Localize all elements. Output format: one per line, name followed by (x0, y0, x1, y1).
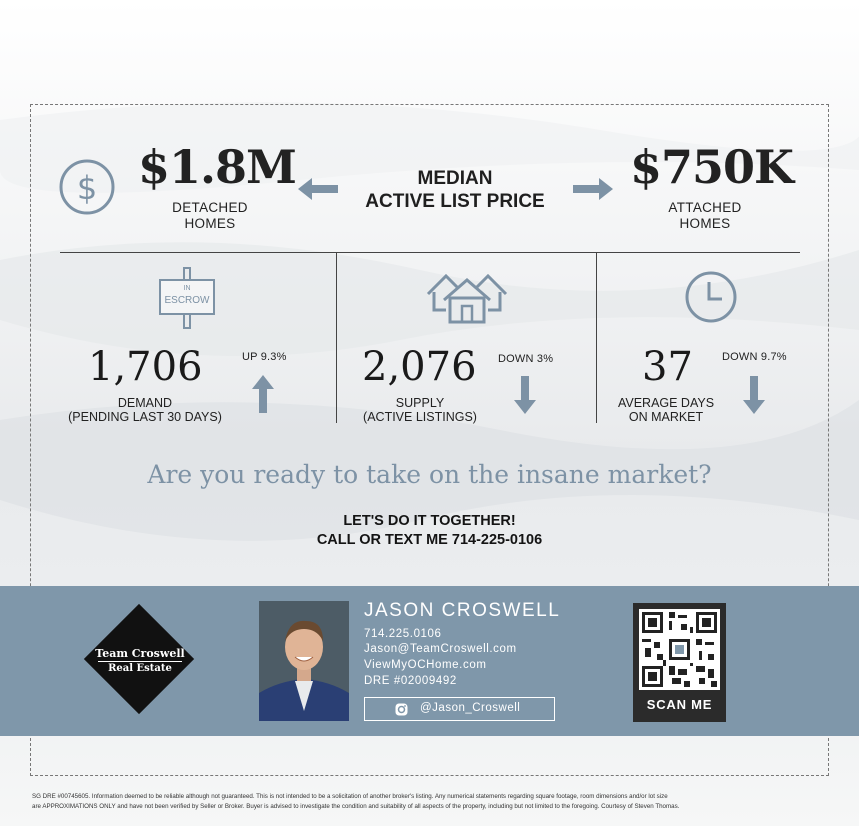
attached-label: ATTACHED HOMES (668, 200, 742, 231)
detached-price: $1.8M (138, 140, 296, 194)
days-label: AVERAGE DAYS ON MARKET (617, 396, 715, 424)
arrow-down-icon (512, 374, 538, 416)
agent-website[interactable]: ViewMyOCHome.com (364, 659, 487, 671)
median-title: MEDIAN ACTIVE LIST PRICE (365, 168, 545, 212)
days-change: DOWN 9.7% (722, 351, 787, 363)
instagram-handle: @Jason_Croswell (420, 702, 521, 714)
cta-line2: CALL OR TEXT ME 714-225-0106 (316, 532, 543, 548)
logo-rule (98, 661, 182, 662)
agent-photo (259, 601, 349, 721)
supply-value: 2,076 (362, 344, 477, 390)
scan-me-label: SCAN ME (646, 697, 713, 712)
cta-line1: LET'S DO IT TOGETHER! (343, 513, 516, 529)
qr-code (639, 609, 720, 690)
attached-price: $750K (630, 140, 794, 194)
days-value: 37 (642, 344, 693, 390)
svg-text:$: $ (76, 169, 98, 207)
arrow-up-icon (250, 373, 276, 415)
arrow-left-icon (296, 176, 340, 202)
agent-email[interactable]: Jason@TeamCroswell.com (364, 643, 517, 655)
disclaimer-line1: SG DRE #00745605. Information deemed to be reliable although not guaranteed. This is not intended to be a solicitation of another broker's listing. Any numerical statements regarding square footage, room dimensions and/or lot size (32, 793, 668, 800)
clock-icon (684, 270, 738, 324)
demand-label: DEMAND (PENDING LAST 30 DAYS) (68, 396, 222, 424)
logo-line1: Team Croswell (95, 647, 185, 660)
divider-vertical-2 (596, 253, 597, 423)
divider-horizontal (60, 252, 800, 253)
dollar-icon (58, 158, 116, 216)
demand-value: 1,706 (88, 344, 203, 390)
agent-phone[interactable]: 714.225.0106 (364, 628, 442, 640)
arrow-down-icon-2 (741, 374, 767, 416)
demand-change: UP 9.3% (242, 351, 287, 363)
arrow-right-icon (571, 176, 615, 202)
supply-change: DOWN 3% (498, 353, 554, 365)
disclaimer-line2: are APPROXIMATIONS ONLY and have not been verified by Seller or Broker. Buyer is advised to investigate the condition and suitability of all aspects of the property, including but not limited to the foregoing. Courtesy of Steven Thomas. (32, 803, 680, 810)
escrow-sign-icon: IN ESCROW (158, 266, 216, 330)
supply-label: SUPPLY (ACTIVE LISTINGS) (363, 396, 477, 424)
detached-label: DETACHED HOMES (172, 200, 248, 231)
instagram-link[interactable] (364, 697, 555, 721)
divider-vertical-1 (336, 253, 337, 423)
logo-line2: Real Estate (108, 663, 172, 674)
instagram-icon (395, 703, 408, 716)
headline: Are you ready to take on the insane market? (147, 460, 712, 489)
agent-dre: DRE #02009492 (364, 675, 457, 687)
qr-code-box[interactable] (633, 603, 726, 722)
houses-icon (424, 270, 510, 324)
agent-name: JASON CROSWELL (364, 600, 561, 621)
